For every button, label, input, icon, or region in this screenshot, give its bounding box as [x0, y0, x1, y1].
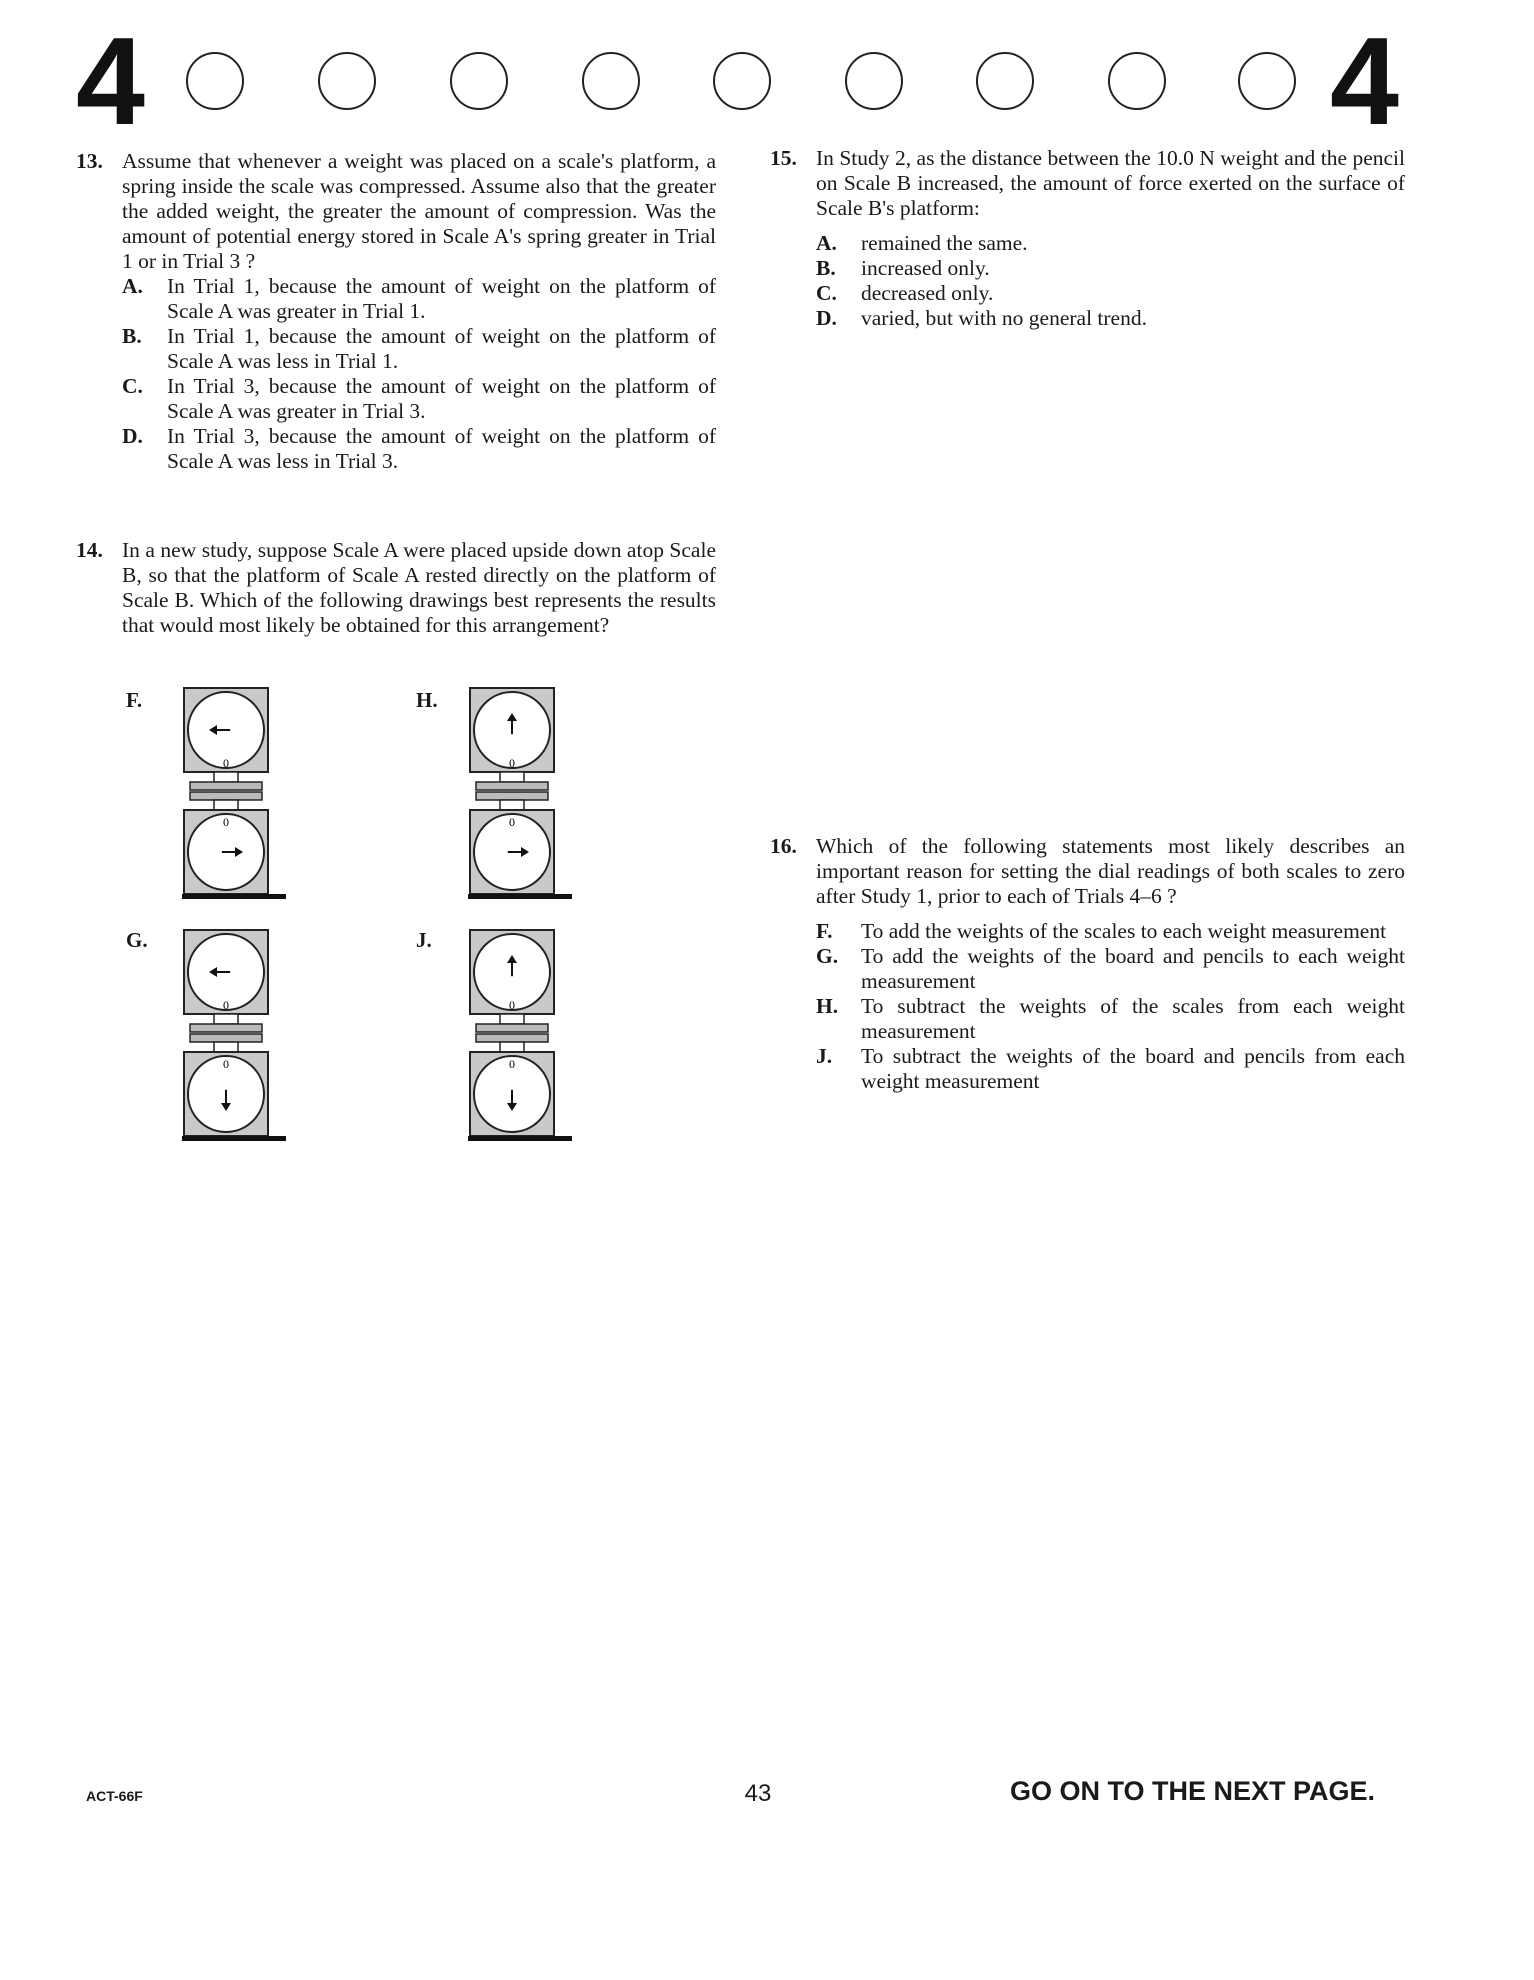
scale-stack-svg	[182, 686, 300, 908]
scale-stack-svg	[182, 928, 300, 1150]
option-a[interactable]: A. remained the same.	[816, 231, 1028, 255]
scale-a-platform	[476, 1024, 548, 1032]
scale-b-zero-mark: 0	[509, 815, 515, 829]
page-number: 43	[744, 1780, 772, 1807]
header-circle	[186, 52, 244, 110]
scale-b-platform	[190, 792, 262, 800]
option-f-label: F.	[126, 688, 143, 712]
scale-a-zero-mark: 0	[509, 756, 515, 770]
scale-b-platform	[476, 1034, 548, 1042]
section-header	[0, 13, 1534, 151]
scale-b-zero-mark: 0	[223, 1057, 229, 1071]
scale-a-zero-mark: 0	[223, 756, 229, 770]
scale-b-zero-mark: 0	[223, 815, 229, 829]
header-circle	[713, 52, 771, 110]
scale-a-post	[214, 1014, 238, 1024]
question-text: In a new study, suppose Scale A were placed upside down atop Scale B, so that the platform of Scale A rested directly on the platform of Scale B. Which of the following drawings best represents the results that would most likely be obtained for this arrangement?	[122, 538, 716, 637]
scale-diagram-g[interactable]	[182, 928, 300, 1155]
scale-b-zero-mark: 0	[509, 1057, 515, 1071]
scale-diagram-j[interactable]	[468, 928, 586, 1155]
option-g[interactable]: G. To add the weights of the board and pencils to each weight measurement	[816, 944, 1405, 993]
scale-a-upside-down	[184, 930, 268, 1032]
scale-diagram-h[interactable]	[468, 686, 586, 913]
scale-b-upright	[182, 1034, 286, 1141]
table-surface	[468, 1136, 572, 1141]
scale-a-post	[214, 772, 238, 782]
scale-b-post	[214, 1042, 238, 1052]
scale-b-post	[500, 800, 524, 810]
scale-b-platform	[476, 792, 548, 800]
scale-a-post	[500, 772, 524, 782]
question-16	[770, 834, 1405, 1094]
scale-b-upright	[468, 1034, 572, 1141]
question-text: Assume that whenever a weight was placed on a scale's platform, a spring inside the scale was compressed. Assume also that the greater the added weight, the greater the amount of compression. Was the amount of potential energy stored in Scale A's spring greater in Trial 1 or in Trial 3 ?	[122, 149, 716, 273]
section-number-left: 4	[76, 13, 145, 151]
question-15	[770, 146, 1405, 331]
scale-diagram-f[interactable]	[182, 686, 300, 913]
form-code: ACT-66F	[86, 1788, 143, 1804]
scale-b-post	[500, 1042, 524, 1052]
option-d[interactable]: D. varied, but with no general trend.	[816, 306, 1147, 330]
scale-b-upright	[182, 792, 286, 899]
scale-a-post	[500, 1014, 524, 1024]
scale-a-upside-down	[184, 688, 268, 790]
scale-stack-svg	[468, 686, 586, 908]
option-j[interactable]: J. To subtract the weights of the board and pencils from each weight measurement	[816, 1044, 1405, 1093]
table-surface	[182, 1136, 286, 1141]
question-number: 14.	[76, 538, 103, 562]
question-14	[76, 538, 716, 638]
question-13	[76, 149, 716, 474]
question-number: 16.	[770, 834, 797, 858]
scale-stack-svg	[468, 928, 586, 1150]
table-surface	[468, 894, 572, 899]
question-number: 15.	[770, 146, 797, 170]
header-circle	[1108, 52, 1166, 110]
scale-b-upright	[468, 792, 572, 899]
header-circle	[1238, 52, 1296, 110]
option-a[interactable]: A. In Trial 1, because the amount of weight on the platform of Scale A was greater in Trial 1.	[122, 274, 716, 323]
question-text: In Study 2, as the distance between the 10.0 N weight and the pencil on Scale B increased, the amount of force exerted on the surface of Scale B's platform:	[816, 146, 1405, 220]
header-circle	[976, 52, 1034, 110]
option-g-label: G.	[126, 928, 148, 952]
option-h-label: H.	[416, 688, 438, 712]
scale-a-platform	[476, 782, 548, 790]
scale-a-zero-mark: 0	[223, 998, 229, 1012]
header-circle	[582, 52, 640, 110]
option-d[interactable]: D. In Trial 3, because the amount of weight on the platform of Scale A was less in Trial 3.	[122, 424, 716, 473]
option-c[interactable]: C. decreased only.	[816, 281, 994, 305]
option-b[interactable]: B. In Trial 1, because the amount of weight on the platform of Scale A was less in Trial 1.	[122, 324, 716, 373]
scale-a-upside-down	[470, 930, 554, 1032]
option-j-label: J.	[416, 928, 432, 952]
scale-a-zero-mark: 0	[509, 998, 515, 1012]
table-surface	[182, 894, 286, 899]
header-circle	[845, 52, 903, 110]
option-f[interactable]: F. To add the weights of the scales to each weight measurement	[816, 919, 1387, 943]
section-number-right: 4	[1330, 13, 1399, 151]
option-b[interactable]: B. increased only.	[816, 256, 990, 280]
scale-b-platform	[190, 1034, 262, 1042]
scale-a-platform	[190, 1024, 262, 1032]
option-h[interactable]: H. To subtract the weights of the scales from each weight measurement	[816, 994, 1405, 1043]
scale-a-platform	[190, 782, 262, 790]
scale-b-post	[214, 800, 238, 810]
go-on-notice: GO ON TO THE NEXT PAGE.	[1010, 1776, 1376, 1806]
question-number: 13.	[76, 149, 103, 173]
question-text: Which of the following statements most likely describes an important reason for setting the dial readings of both scales to zero after Study 1, prior to each of Trials 4–6 ?	[816, 834, 1405, 908]
header-circle	[318, 52, 376, 110]
header-circle	[450, 52, 508, 110]
scale-a-upside-down	[470, 688, 554, 790]
option-c[interactable]: C. In Trial 3, because the amount of weight on the platform of Scale A was greater in Trial 3.	[122, 374, 716, 423]
